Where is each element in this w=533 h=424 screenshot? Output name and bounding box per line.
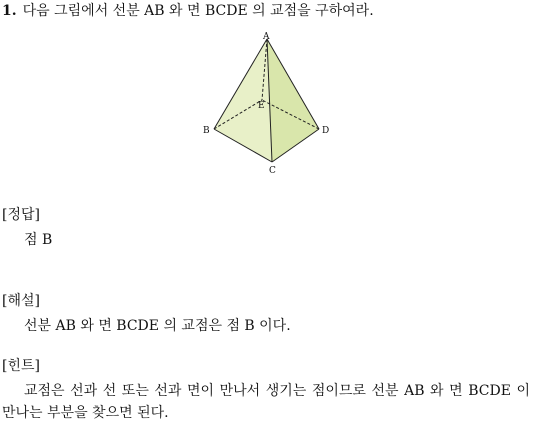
vertex-label-a: A [263,32,270,42]
question [2,2,374,20]
face-acd [267,39,319,162]
question-text: 다음 그림에서 선분 AB 와 면 BCDE 의 교점을 구하여라. [22,3,374,19]
hint-text: 교점은 선과 선 또는 선과 면이 만나서 생기는 점이므로 선분 AB 와 면 BCDE 이 만나는 부분을 찾으면 된다. [2,383,530,421]
vertex-label-d: D [322,126,330,136]
pyramid-figure [198,30,338,184]
hint-label: [힌트] [2,358,40,374]
answer-label: [정답] [2,207,40,223]
vertex-label-c: C [269,166,276,176]
answer-text: 점 B [24,232,53,248]
pyramid-diagram [198,30,338,180]
vertex-label-b: B [203,126,210,136]
vertex-label-e: E [258,101,265,111]
question-number: 1. [2,3,17,19]
explanation-text: 선분 AB 와 면 BCDE 의 교점은 점 B 이다. [24,318,291,334]
explanation-label: [해설] [2,293,40,309]
